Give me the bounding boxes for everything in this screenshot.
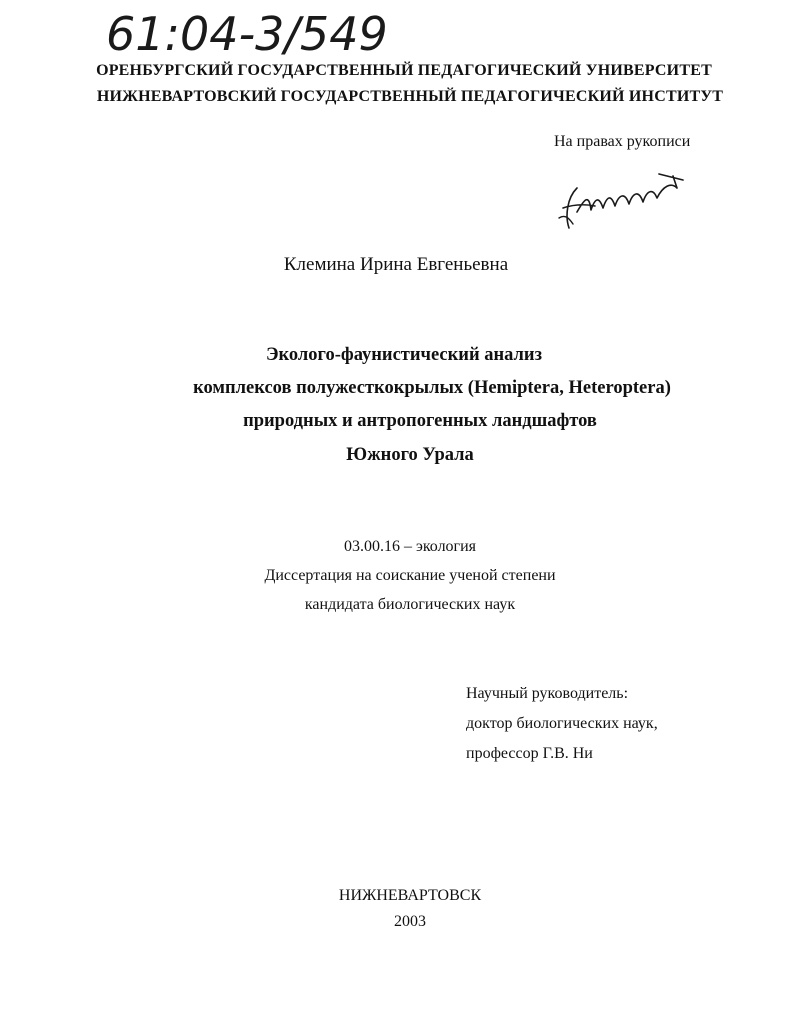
specialty-code: 03.00.16 – экология [343, 538, 477, 555]
author-name: Клемина Ирина Евгеньевна [283, 254, 509, 275]
supervisor-name: профессор Г.В. Ни [466, 745, 593, 762]
title-line-4: Южного Урала [346, 445, 474, 465]
manuscript-note: На правах рукописи [554, 133, 691, 150]
author-signature [555, 168, 705, 238]
catalog-number-text: 61:04-3/549 [106, 7, 388, 60]
year: 2003 [394, 913, 426, 930]
institution-line-2: НИЖНЕВАРТОВСКИЙ ГОСУДАРСТВЕННЫЙ ПЕДАГОГИЧЕСКИЙ ИНСТИТУТ [96, 88, 724, 105]
degree-line-2: кандидата биологических наук [304, 596, 516, 613]
title-line-3: природных и антропогенных ландшафтов [243, 411, 597, 431]
title-line-1: Эколого-фаунистический анализ [265, 345, 543, 365]
handwritten-catalog-number [100, 2, 460, 60]
city: НИЖНЕВАРТОВСК [338, 887, 482, 904]
supervisor-label: Научный руководитель: [466, 685, 629, 702]
degree-line-1: Диссертация на соискание ученой степени [264, 567, 556, 584]
supervisor-degree: доктор биологических наук, [466, 715, 658, 732]
title-line-2: комплексов полужесткокрылых (Hemiptera, Heteroptera) [193, 378, 671, 398]
institution-line-1: ОРЕНБУРГСКИЙ ГОСУДАРСТВЕННЫЙ ПЕДАГОГИЧЕСКИЙ УНИВЕРСИТЕТ [96, 62, 712, 79]
